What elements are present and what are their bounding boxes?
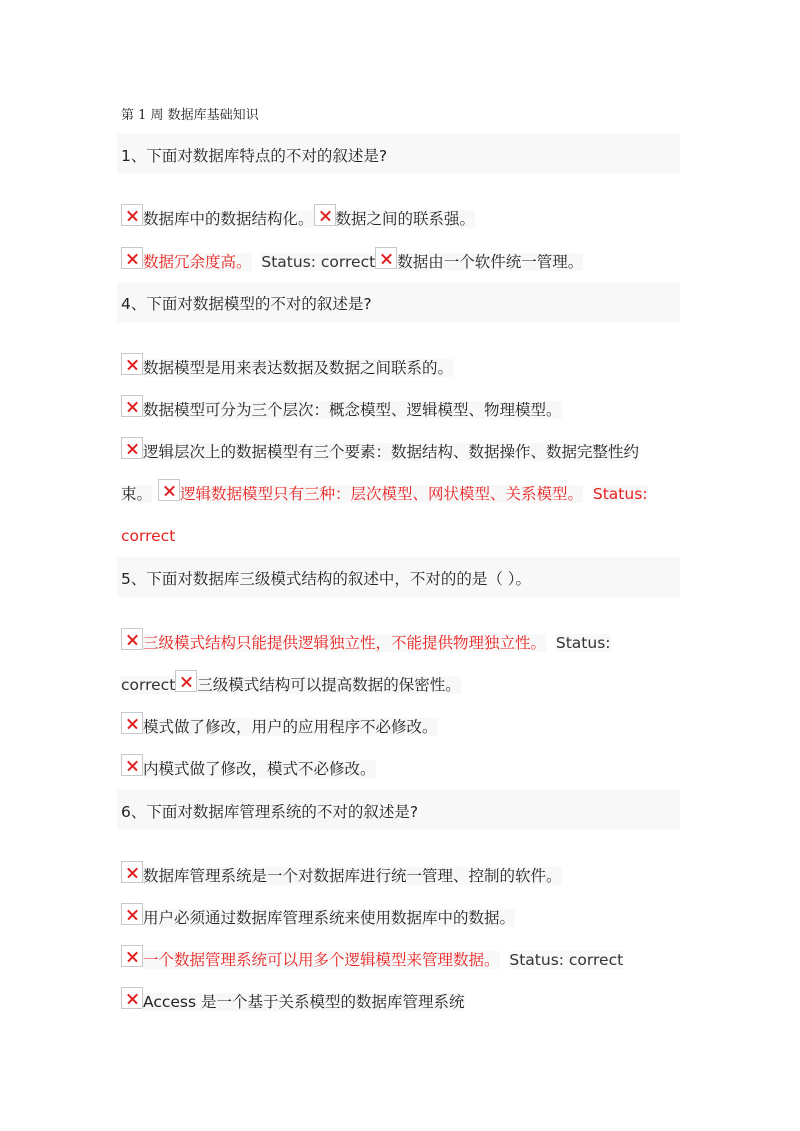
q5-option-a-line — [121, 630, 611, 656]
q6-option-a: 数据库管理系统是一个对数据库进行统一管理、控制的软件。 — [143, 867, 562, 885]
q4-option-c-line — [121, 439, 639, 465]
q6-option-c-line — [121, 947, 623, 973]
question-6-band — [117, 790, 680, 830]
q6-status: Status: correct — [509, 951, 624, 969]
q1-option-b: 数据之间的联系强。 — [335, 210, 476, 228]
broken-image-icon — [314, 204, 336, 226]
q4-option-a-line — [121, 355, 453, 381]
broken-image-icon — [121, 903, 143, 925]
q4-option-a: 数据模型是用来表达数据及数据之间联系的。 — [143, 359, 454, 377]
q6-option-b: 用户必须通过数据库管理系统来使用数据库中的数据。 — [143, 909, 516, 927]
question-1-text: 1、下面对数据库特点的不对的叙述是? — [121, 147, 388, 165]
q6-option-c-correct: 一个数据管理系统可以用多个逻辑模型来管理数据。 — [143, 951, 500, 969]
broken-image-icon — [158, 479, 180, 501]
q6-option-a-line — [121, 863, 562, 889]
question-5-band — [117, 557, 680, 597]
q4-option-c: 逻辑层次上的数据模型有三个要素：数据结构、数据操作、数据完整性约 — [143, 443, 640, 461]
broken-image-icon — [121, 247, 143, 269]
broken-image-icon — [121, 987, 143, 1009]
broken-image-icon — [121, 945, 143, 967]
broken-image-icon — [121, 861, 143, 883]
broken-image-icon — [121, 437, 143, 459]
q5-option-c-line — [121, 714, 438, 740]
question-5-text: 5、下面对数据库三级模式结构的叙述中，不对的的是（ ）。 — [121, 570, 532, 588]
q6-option-b-line — [121, 905, 515, 931]
q4-option-d-correct: 逻辑数据模型只有三种：层次模型、网状模型、关系模型。 — [180, 485, 584, 503]
broken-image-icon — [121, 395, 143, 417]
q1-options-line-2 — [121, 249, 583, 275]
q5-option-b: 三级模式结构可以提高数据的保密性。 — [197, 676, 461, 694]
q4-option-c-d-line — [121, 481, 648, 507]
q6-option-d: Access 是一个基于关系模型的数据库管理系统 — [143, 993, 465, 1011]
q4-option-b-line — [121, 397, 562, 423]
broken-image-icon — [121, 712, 143, 734]
q4-status: Status: — [592, 485, 648, 503]
question-6-text: 6、下面对数据库管理系统的不对的叙述是? — [121, 803, 419, 821]
broken-image-icon — [121, 353, 143, 375]
q4-option-b: 数据模型可分为三个层次：概念模型、逻辑模型、物理模型。 — [143, 401, 562, 419]
question-4-text: 4、下面对数据模型的不对的叙述是? — [121, 295, 372, 313]
q5-option-d: 内模式做了修改，模式不必修改。 — [143, 760, 376, 778]
q5-option-c: 模式做了修改，用户的应用程序不必修改。 — [143, 718, 438, 736]
q4-option-c-cont: 束。 — [121, 485, 153, 503]
broken-image-icon — [175, 670, 197, 692]
week-title: 第 1 周 数据库基础知识 — [121, 108, 259, 123]
q5-option-a-correct: 三级模式结构只能提供逻辑独立性，不能提供物理独立性。 — [143, 634, 547, 652]
q5-option-d-line — [121, 756, 376, 782]
broken-image-icon — [375, 247, 397, 269]
q1-option-c-correct: 数据冗余度高。 — [143, 253, 252, 271]
broken-image-icon — [121, 754, 143, 776]
q1-options-line-1 — [121, 206, 475, 232]
q5-status-b-line — [121, 672, 461, 698]
q1-option-d: 数据由一个软件统一管理。 — [397, 253, 584, 271]
q1-option-a: 数据库中的数据结构化。 — [143, 210, 314, 228]
q6-option-d-line — [121, 989, 465, 1015]
question-4-band — [117, 282, 680, 322]
q5-status-cont: correct — [121, 676, 176, 694]
question-1-band — [117, 134, 680, 174]
broken-image-icon — [121, 628, 143, 650]
q4-status-cont: correct — [121, 527, 176, 545]
q4-status-line — [121, 523, 175, 549]
q5-status: Status: — [555, 634, 611, 652]
q1-status: Status: correct — [261, 253, 376, 271]
broken-image-icon — [121, 204, 143, 226]
